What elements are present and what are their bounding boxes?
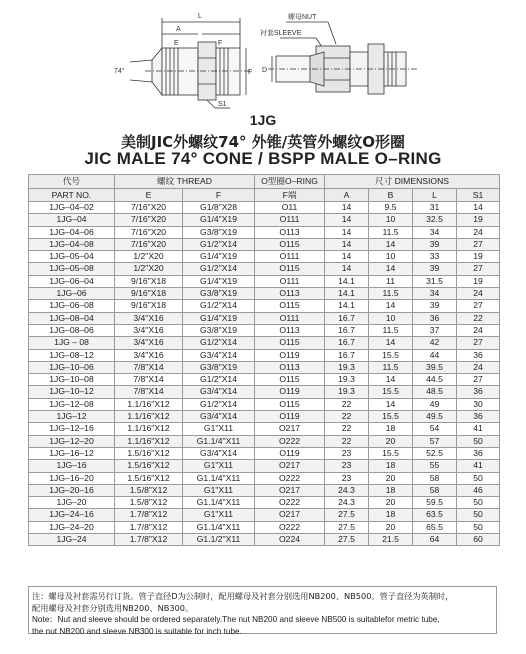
table-row (29, 435, 500, 447)
dim-l-label: L (198, 13, 202, 20)
header-a: A (325, 188, 369, 202)
table-cell: 63.5 (413, 509, 457, 521)
table-row (29, 460, 500, 472)
table-cell: 11.5 (369, 288, 413, 300)
table-cell: O11 (255, 202, 325, 214)
nut-label: 螺母NUT (288, 14, 317, 21)
table-cell: 1.5/8"X12 (115, 484, 183, 496)
table-cell: 1.1/16"X12 (115, 423, 183, 435)
table-cell: O119 (255, 447, 325, 459)
table-cell: G1/4"X19 (183, 312, 255, 324)
table-row (29, 324, 500, 336)
table-cell: 36 (457, 447, 500, 459)
table-cell: 1JG–10–12 (29, 386, 115, 398)
table-cell: 22 (325, 423, 369, 435)
table-row (29, 349, 500, 361)
table-cell: 58 (413, 484, 457, 496)
table-cell: 7/16"X20 (115, 238, 183, 250)
table-cell: 1JG–08–06 (29, 324, 115, 336)
table-cell: 1JG – 08 (29, 337, 115, 349)
table-cell: O115 (255, 374, 325, 386)
sleeve-label: 衬套SLEEVE (260, 30, 302, 37)
table-cell: G1"X11 (183, 460, 255, 472)
table-cell: O113 (255, 288, 325, 300)
table-cell: 60 (457, 534, 500, 546)
table-cell: 48.5 (413, 386, 457, 398)
table-cell: 10 (369, 214, 413, 226)
header-l: L (413, 188, 457, 202)
table-cell: 1/2"X20 (115, 263, 183, 275)
table-cell: 1JG–12–20 (29, 435, 115, 447)
table-cell: G1/4"X19 (183, 251, 255, 263)
table-cell: 14 (369, 398, 413, 410)
table-cell: 1JG–12–16 (29, 423, 115, 435)
table-row (29, 275, 500, 287)
table-cell: 65.5 (413, 521, 457, 533)
table-cell: 1JG–24 (29, 534, 115, 546)
table-cell: 11.5 (369, 226, 413, 238)
note-en-line-2: the nut NB200 and sleeve NB300 is suitable for inch tube. (32, 627, 242, 636)
table-cell: G1"X11 (183, 484, 255, 496)
table-row (29, 288, 500, 300)
table-cell: G1.1/4"X11 (183, 497, 255, 509)
dim-e-label: E (174, 40, 179, 47)
table-cell: O217 (255, 460, 325, 472)
table-cell: 19 (457, 214, 500, 226)
table-cell: 1JG–10–08 (29, 374, 115, 386)
table-cell: G3/4"X14 (183, 349, 255, 361)
table-row (29, 398, 500, 410)
table-cell: 39 (413, 300, 457, 312)
table-cell: 1JG–08–04 (29, 312, 115, 324)
table-cell: 19.3 (325, 374, 369, 386)
dim-f-side-label: F (248, 69, 253, 76)
table-cell: G3/4"X14 (183, 386, 255, 398)
table-cell: 14 (325, 251, 369, 263)
table-cell: 1.5/8"X12 (115, 497, 183, 509)
table-cell: 27 (457, 263, 500, 275)
table-cell: G1/4"X19 (183, 214, 255, 226)
table-cell: 7/8"X14 (115, 386, 183, 398)
table-cell: 9/16"X18 (115, 288, 183, 300)
table-cell: O222 (255, 472, 325, 484)
table-cell: 3/4"X16 (115, 312, 183, 324)
table-cell: 16.7 (325, 349, 369, 361)
table-cell: 36 (413, 312, 457, 324)
table-cell: 41 (457, 460, 500, 472)
note-cn-line-2: 配用螺母及衬套分别选用NB200、NB300。 (32, 603, 194, 613)
table-cell: 9/16"X18 (115, 300, 183, 312)
table-cell: G1/2"X14 (183, 374, 255, 386)
table-cell: 27.5 (325, 521, 369, 533)
table-cell: 14 (457, 202, 500, 214)
table-row (29, 300, 500, 312)
table-cell: 14 (369, 337, 413, 349)
table-cell: 16.7 (325, 337, 369, 349)
table-cell: 15.5 (369, 386, 413, 398)
header-part-cn: 代号 (29, 175, 115, 189)
header-dimensions: 尺寸 DIMENSIONS (325, 175, 500, 189)
table-cell: G1/2"X14 (183, 238, 255, 250)
header-s1: S1 (457, 188, 500, 202)
table-cell: 19.3 (325, 386, 369, 398)
table-cell: 1JG–24–16 (29, 509, 115, 521)
table-cell: 7/16"X20 (115, 202, 183, 214)
table-cell: 19 (457, 251, 500, 263)
table-cell: G1/2"X14 (183, 398, 255, 410)
table-cell: O111 (255, 275, 325, 287)
table-cell: 14 (369, 263, 413, 275)
table-cell: G3/4"X14 (183, 447, 255, 459)
table-cell: 24 (457, 226, 500, 238)
table-cell: 36 (457, 386, 500, 398)
table-cell: 14 (369, 374, 413, 386)
table-cell: 10 (369, 312, 413, 324)
header-part-en: PART NO. (29, 188, 115, 202)
table-row (29, 509, 500, 521)
table-cell: O113 (255, 226, 325, 238)
table-cell: 14 (325, 226, 369, 238)
table-cell: G1.1/4"X11 (183, 435, 255, 447)
table-cell: 31.5 (413, 275, 457, 287)
table-row (29, 263, 500, 275)
table-cell: 14.1 (325, 300, 369, 312)
table-cell: 7/16"X20 (115, 214, 183, 226)
table-cell: 3/4"X16 (115, 349, 183, 361)
table-cell: 1JG–04 (29, 214, 115, 226)
table-cell: 32.5 (413, 214, 457, 226)
table-cell: 41 (457, 423, 500, 435)
table-cell: 39 (413, 238, 457, 250)
table-cell: O222 (255, 497, 325, 509)
table-row (29, 411, 500, 423)
table-cell: O111 (255, 214, 325, 226)
table-cell: G3/8"X19 (183, 361, 255, 373)
table-row (29, 374, 500, 386)
table-cell: 44 (413, 349, 457, 361)
table-row (29, 386, 500, 398)
table-cell: 14 (325, 263, 369, 275)
table-cell: O222 (255, 435, 325, 447)
table-cell: 52.5 (413, 447, 457, 459)
assembly-drawing (258, 0, 438, 110)
table-cell: 1JG–20 (29, 497, 115, 509)
table-cell: 20 (369, 521, 413, 533)
header-f: F (183, 188, 255, 202)
table-row (29, 521, 500, 533)
table-cell: 18 (369, 484, 413, 496)
table-cell: 1JG–04–06 (29, 226, 115, 238)
table-cell: 34 (413, 288, 457, 300)
dim-a-label: A (176, 26, 181, 33)
table-cell: 3/4"X16 (115, 337, 183, 349)
table-cell: G1.1/4"X11 (183, 521, 255, 533)
table-cell: 50 (457, 521, 500, 533)
table-cell: 1JG–16–20 (29, 472, 115, 484)
table-cell: 1.5/16"X12 (115, 447, 183, 459)
table-row (29, 361, 500, 373)
table-cell: 1JG–16–12 (29, 447, 115, 459)
table-cell: 37 (413, 324, 457, 336)
table-cell: O119 (255, 386, 325, 398)
header-f-end: F端 (255, 188, 325, 202)
table-row (29, 497, 500, 509)
table-cell: G1/4"X19 (183, 275, 255, 287)
note-en-line-1: Note：Nut and sleeve should be ordered separately.The nut NB200 and sleeve NB500 is suitablefor metric tube, (32, 615, 440, 624)
table-cell: 1JG–10–06 (29, 361, 115, 373)
table-cell: 30 (457, 398, 500, 410)
title-chinese: 美制JIC外螺纹74° 外锥/英管外螺纹O形圈 (121, 133, 405, 151)
table-cell: 1JG–08–12 (29, 349, 115, 361)
table-cell: O115 (255, 300, 325, 312)
table-cell: 1JG–04–02 (29, 202, 115, 214)
table-cell: 55 (413, 460, 457, 472)
table-cell: 22 (457, 312, 500, 324)
table-cell: 42 (413, 337, 457, 349)
table-cell: G1/2"X14 (183, 300, 255, 312)
table-cell: 20 (369, 497, 413, 509)
table-cell: 1JG–12 (29, 411, 115, 423)
table-cell: 14 (325, 214, 369, 226)
table-cell: 10 (369, 251, 413, 263)
table-cell: 14.1 (325, 288, 369, 300)
title-english: JIC MALE 74° CONE / BSPP MALE O–RING (84, 149, 442, 168)
table-cell: 1.7/8"X12 (115, 534, 183, 546)
dim-angle-label: 74° (114, 68, 125, 75)
table-cell: O217 (255, 423, 325, 435)
table-cell: 24.3 (325, 484, 369, 496)
table-cell: 64 (413, 534, 457, 546)
table-cell: 59.5 (413, 497, 457, 509)
table-cell: G1/8"X28 (183, 202, 255, 214)
table-cell: 1.1/16"X12 (115, 398, 183, 410)
table-cell: 39 (413, 263, 457, 275)
table-cell: 15.5 (369, 411, 413, 423)
table-cell: O113 (255, 361, 325, 373)
table-cell: G1/2"X14 (183, 337, 255, 349)
table-cell: 36 (457, 411, 500, 423)
table-cell: 24.3 (325, 497, 369, 509)
table-cell: 49.5 (413, 411, 457, 423)
table-cell: 50 (457, 435, 500, 447)
table-cell: O119 (255, 411, 325, 423)
table-cell: 50 (457, 472, 500, 484)
table-cell: 27.5 (325, 534, 369, 546)
table-cell: 1.5/16"X12 (115, 472, 183, 484)
table-cell: 1.5/16"X12 (115, 460, 183, 472)
table-cell: 27 (457, 374, 500, 386)
table-cell: O113 (255, 324, 325, 336)
table-cell: 7/16"X20 (115, 226, 183, 238)
table-cell: G1"X11 (183, 423, 255, 435)
table-cell: 20 (369, 435, 413, 447)
table-cell: 18 (369, 460, 413, 472)
table-cell: 18 (369, 509, 413, 521)
table-cell: 23 (325, 460, 369, 472)
table-cell: 44.5 (413, 374, 457, 386)
table-cell: 1.1/16"X12 (115, 435, 183, 447)
table-row (29, 337, 500, 349)
table-cell: 1.1/16"X12 (115, 411, 183, 423)
table-row (29, 312, 500, 324)
table-row (29, 251, 500, 263)
table-row (29, 447, 500, 459)
table-cell: 15.5 (369, 447, 413, 459)
table-cell: G3/8"X19 (183, 226, 255, 238)
table-cell: 21.5 (369, 534, 413, 546)
table-cell: 1JG–20–16 (29, 484, 115, 496)
table-cell: 57 (413, 435, 457, 447)
table-row (29, 238, 500, 250)
table-cell: 1JG–24–20 (29, 521, 115, 533)
table-header-row-1 (29, 175, 500, 189)
technical-drawings (0, 0, 526, 110)
table-cell: 34 (413, 226, 457, 238)
table-cell: 1JG–05–08 (29, 263, 115, 275)
table-cell: 1.7/8"X12 (115, 509, 183, 521)
table-cell: 11 (369, 275, 413, 287)
table-cell: 14.1 (325, 275, 369, 287)
table-cell: 49 (413, 398, 457, 410)
table-cell: 58 (413, 472, 457, 484)
table-cell: G1"X11 (183, 509, 255, 521)
table-cell: 14 (325, 202, 369, 214)
table-cell: 27 (457, 238, 500, 250)
table-row (29, 484, 500, 496)
table-cell: 27.5 (325, 509, 369, 521)
note-cn-line-1: 注：螺母及衬套需另行订货。管子直径D为公制时，配用螺母及衬套分别选用NB200、NB500。管子直径为英制时， (32, 591, 454, 601)
table-cell: G1/2"X14 (183, 263, 255, 275)
table-cell: 50 (457, 497, 500, 509)
product-code: 1JG (249, 112, 277, 128)
table-cell: 24 (457, 324, 500, 336)
table-cell: 16.7 (325, 324, 369, 336)
table-cell: O224 (255, 534, 325, 546)
header-e: E (115, 188, 183, 202)
header-thread: 螺纹 THREAD (115, 175, 255, 189)
dim-f-label: F (218, 40, 223, 47)
table-cell: O111 (255, 251, 325, 263)
table-cell: 15.5 (369, 349, 413, 361)
table-cell: 1JG–04–08 (29, 238, 115, 250)
dim-s1-label: S1 (218, 101, 227, 108)
table-cell: 24 (457, 361, 500, 373)
table-cell: 7/8"X14 (115, 374, 183, 386)
table-cell: G3/4"X14 (183, 411, 255, 423)
table-cell: 39.5 (413, 361, 457, 373)
table-cell: 36 (457, 349, 500, 361)
table-cell: 14 (325, 238, 369, 250)
table-cell: 20 (369, 472, 413, 484)
table-cell: 7/8"X14 (115, 361, 183, 373)
table-cell: O115 (255, 398, 325, 410)
table-cell: G1.1/4"X11 (183, 472, 255, 484)
table-cell: 11.5 (369, 324, 413, 336)
table-cell: 22 (325, 435, 369, 447)
specification-table (28, 174, 500, 546)
table-cell: 16.7 (325, 312, 369, 324)
table-cell: 1JG–06–04 (29, 275, 115, 287)
header-oring: O型圈O–RING (255, 175, 325, 189)
table-cell: 1/2"X20 (115, 251, 183, 263)
table-cell: 23 (325, 472, 369, 484)
table-cell: 23 (325, 447, 369, 459)
table-row (29, 202, 500, 214)
table-header-row-2 (29, 188, 500, 202)
table-cell: 50 (457, 509, 500, 521)
table-cell: O111 (255, 312, 325, 324)
table-cell: 1JG–05–04 (29, 251, 115, 263)
table-row (29, 534, 500, 546)
table-row (29, 226, 500, 238)
header-b: B (369, 188, 413, 202)
table-cell: 1.7/8"X12 (115, 521, 183, 533)
table-row (29, 423, 500, 435)
table-cell: 3/4"X16 (115, 324, 183, 336)
table-cell: 1JG–16 (29, 460, 115, 472)
note-box (28, 586, 497, 634)
table-cell: 14 (369, 238, 413, 250)
dim-d-label: D (262, 67, 268, 74)
table-cell: G3/8"X19 (183, 324, 255, 336)
table-cell: O217 (255, 509, 325, 521)
table-cell: 18 (369, 423, 413, 435)
table-cell: O115 (255, 238, 325, 250)
table-cell: O217 (255, 484, 325, 496)
table-cell: 14 (369, 300, 413, 312)
table-row (29, 214, 500, 226)
table-cell: O115 (255, 337, 325, 349)
table-cell: O115 (255, 263, 325, 275)
table-cell: 22 (325, 398, 369, 410)
table-cell: 1JG–06 (29, 288, 115, 300)
table-cell: O222 (255, 521, 325, 533)
table-cell: 19.3 (325, 361, 369, 373)
table-cell: 9/16"X18 (115, 275, 183, 287)
table-cell: G1.1/2"X11 (183, 534, 255, 546)
table-cell: 54 (413, 423, 457, 435)
table-cell: G3/8"X19 (183, 288, 255, 300)
table-cell: 22 (325, 411, 369, 423)
table-cell: 27 (457, 300, 500, 312)
table-cell: 9.5 (369, 202, 413, 214)
table-cell: 46 (457, 484, 500, 496)
table-cell: O119 (255, 349, 325, 361)
table-cell: 1JG–06–08 (29, 300, 115, 312)
table-cell: 31 (413, 202, 457, 214)
table-cell: 27 (457, 337, 500, 349)
table-cell: 11.5 (369, 361, 413, 373)
table-cell: 24 (457, 288, 500, 300)
table-cell: 19 (457, 275, 500, 287)
table-cell: 33 (413, 251, 457, 263)
table-cell: 1JG–12–08 (29, 398, 115, 410)
table-row (29, 472, 500, 484)
